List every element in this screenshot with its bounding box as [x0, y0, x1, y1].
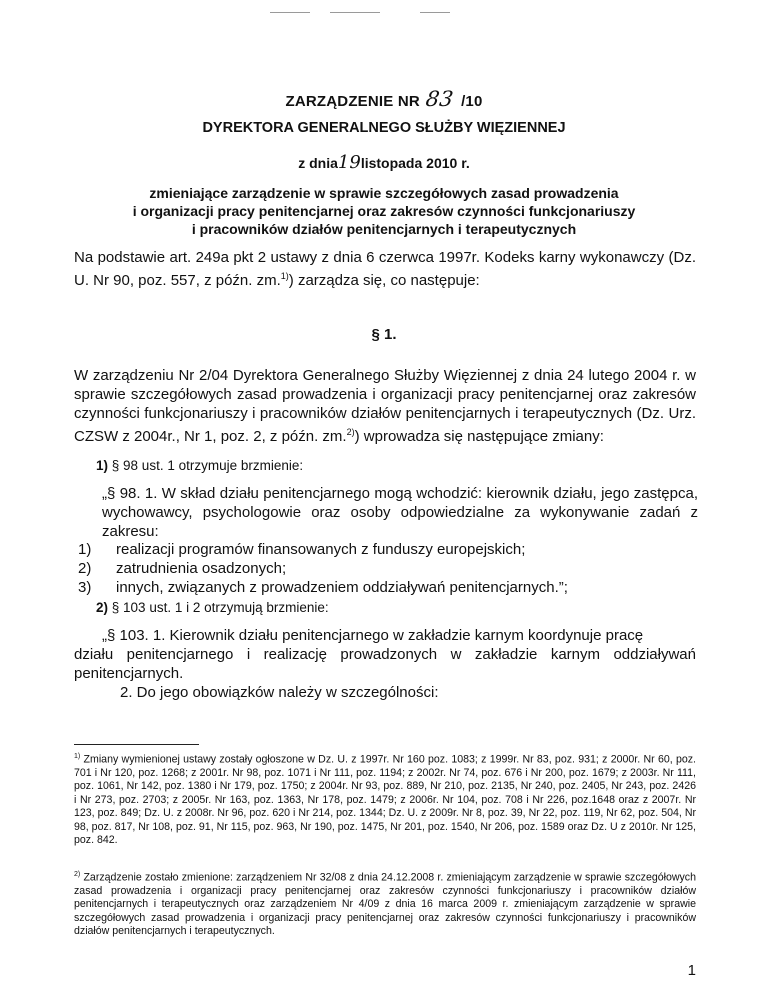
change-intro: § 103 ust. 1 i 2 otrzymują brzmienie:	[111, 600, 329, 615]
subject-line: i pracowników działów penitencjarnych i terapeutycznych	[191, 221, 577, 237]
footnote	[74, 868, 696, 939]
document-date	[0, 152, 768, 173]
footnote-text: Zarządzenie zostało zmienione: zarządzeniem Nr 32/08 z dnia 24.12.2008 r. zmieniającym zarządzenie w sprawie szczegółowych zasad prowadzenia i organizacji pracy penitencjarnej oraz zakresów czynności funkcjonariuszy i pracowników działów penitencjarnych i terapeutycznych oraz zarządzeniem Nr 4/09 z dnia 16 marca 2009 r. zmieniającym zarządzenie w sprawie szczegółowych zasad prowadzenia i organizacji pracy penitencjarnej oraz zakresów czynności funkcjonariuszy i pracowników działów penitencjarnych i terapeutycznych.	[74, 871, 696, 938]
list-item-text: realizacji programów finansowanych z funduszy europejskich;	[116, 541, 526, 558]
change-number: 1)	[96, 458, 109, 473]
handwritten-number: 83	[424, 87, 455, 111]
quoted-provision: „§ 98. 1. W skład działu penitencjarnego mogą wchodzić: kierownik działu, jego zastępca, wychowawcy, psychologowie oraz osoby odpowiedzialne za wykonywanie zadań z zakresu:	[102, 485, 698, 540]
footnote-ref: 2)	[346, 427, 355, 437]
quoted-provision-first-line: „§ 103. 1. Kierownik działu penitencjarnego w zakładzie karnym koordynuje pracę	[102, 627, 644, 644]
change-item-1	[96, 458, 303, 473]
subject-line: zmieniające zarządzenie w sprawie szczegółowych zasad prowadzenia	[149, 185, 619, 201]
title-suffix: /10	[461, 93, 483, 110]
title-prefix: ZARZĄDZENIE NR	[285, 93, 420, 110]
footnote-ref: 1)	[280, 271, 289, 281]
quoted-provision-rest: działu penitencjarnego i realizację prowadzonych w zakładzie karnym oddziaływań penitencjarnych.	[74, 646, 696, 682]
list-item-number: 3)	[78, 579, 92, 596]
provision-list	[78, 540, 698, 597]
section-label: § 1.	[371, 326, 397, 343]
section-paragraph	[74, 366, 696, 446]
list-item-number: 2)	[78, 560, 92, 577]
list-item	[78, 559, 698, 578]
date-suffix: listopada 2010 r.	[360, 155, 470, 171]
footnote-marker: 1)	[74, 753, 81, 760]
list-item-text: zatrudnienia osadzonych;	[116, 560, 287, 577]
footnote	[74, 750, 696, 847]
list-item-text: innych, związanych z prowadzeniem oddziaływań penitencjarnych.”;	[116, 579, 568, 596]
footnote-divider	[74, 744, 199, 745]
page-number: 1	[687, 962, 696, 979]
list-item-number: 1)	[78, 541, 92, 558]
scan-artifact-line	[330, 12, 380, 13]
change-item-2	[96, 600, 329, 615]
section-text-end: ) wprowadza się następujące zmiany:	[354, 428, 604, 445]
legal-basis-paragraph	[74, 248, 696, 290]
change-intro: § 98 ust. 1 otrzymuje brzmienie:	[111, 458, 304, 473]
scan-artifact-line	[420, 12, 450, 13]
legal-basis-text-end: ) zarządza się, co następuje:	[288, 272, 480, 289]
subject-line: i organizacji pracy penitencjarnej oraz zakresów czynności funkcjonariuszy	[132, 203, 636, 219]
change-number: 2)	[96, 600, 109, 615]
footnote-text: Zmiany wymienionej ustawy zostały ogłoszone w Dz. U. z 1997r. Nr 160 poz. 1083; z 1999r. Nr 83, poz. 931; z 2000r. Nr 60, poz. 701 i Nr 120, poz. 1268; z 2001r. Nr 98, poz. 1071 i Nr 111, poz. 1194; z 2002r. Nr 74, poz. 676 i Nr 200, poz. 1679; z 2003r. Nr 111, poz. 1061, Nr 142, poz. 1380 i Nr 179, poz. 1750; z 2004r. Nr 93, poz. 889, Nr 210, poz. 2135, Nr 240, poz. 2405, Nr 243, poz. 2426 i Nr 273, poz. 2703; z 2005r. Nr 163, poz. 1363, Nr 178, poz. 1479; z 2006r. Nr 104, poz. 708 i Nr 226, poz.1648 oraz z 2007r. Nr 123, poz. 849; Dz. U. z 2008r. Nr 96, poz. 620 i Nr 214, poz. 1344; Dz. U. z 2009r. Nr 8, poz. 39, Nr 22, poz. 119, Nr 62, poz. 504, Nr 98, poz. 817, Nr 108, poz. 91, Nr 115, poz. 963, Nr 190, poz. 1475, Nr 201, poz. 1540, Nr 206, poz. 1589 oraz Dz. U z 2010r. Nr 125, poz. 842.	[74, 753, 696, 846]
scan-artifact-line	[270, 12, 310, 13]
document-subject	[0, 184, 768, 238]
legal-basis-text: Na podstawie art. 249a pkt 2 ustawy z dnia 6 czerwca 1997r. Kodeks karny wykonawczy (Dz. U. Nr 90, poz. 557, z późn. zm.	[74, 249, 696, 289]
section-text: W zarządzeniu Nr 2/04 Dyrektora Generalnego Służby Więziennej z dnia 24 lutego 2004 r. w sprawie szczegółowych zasad prowadzenia i organizacji pracy penitencjarnej oraz zakresów czynności funkcjonariuszy i pracowników działów penitencjarnych i terapeutycznych (Dz. Urz. CZSW z 2004r., Nr 1, poz. 2, z późn. zm.	[74, 367, 696, 445]
list-item	[78, 540, 698, 559]
handwritten-day: 19	[337, 152, 361, 173]
list-item	[78, 578, 698, 597]
quoted-provision-point: 2. Do jego obowiązków należy w szczególności:	[120, 684, 439, 701]
date-prefix: z dnia	[298, 155, 338, 171]
issuing-authority: DYREKTORA GENERALNEGO SŁUŻBY WIĘZIENNEJ	[202, 120, 566, 136]
document-title	[0, 87, 768, 111]
footnote-marker: 2)	[74, 871, 81, 878]
